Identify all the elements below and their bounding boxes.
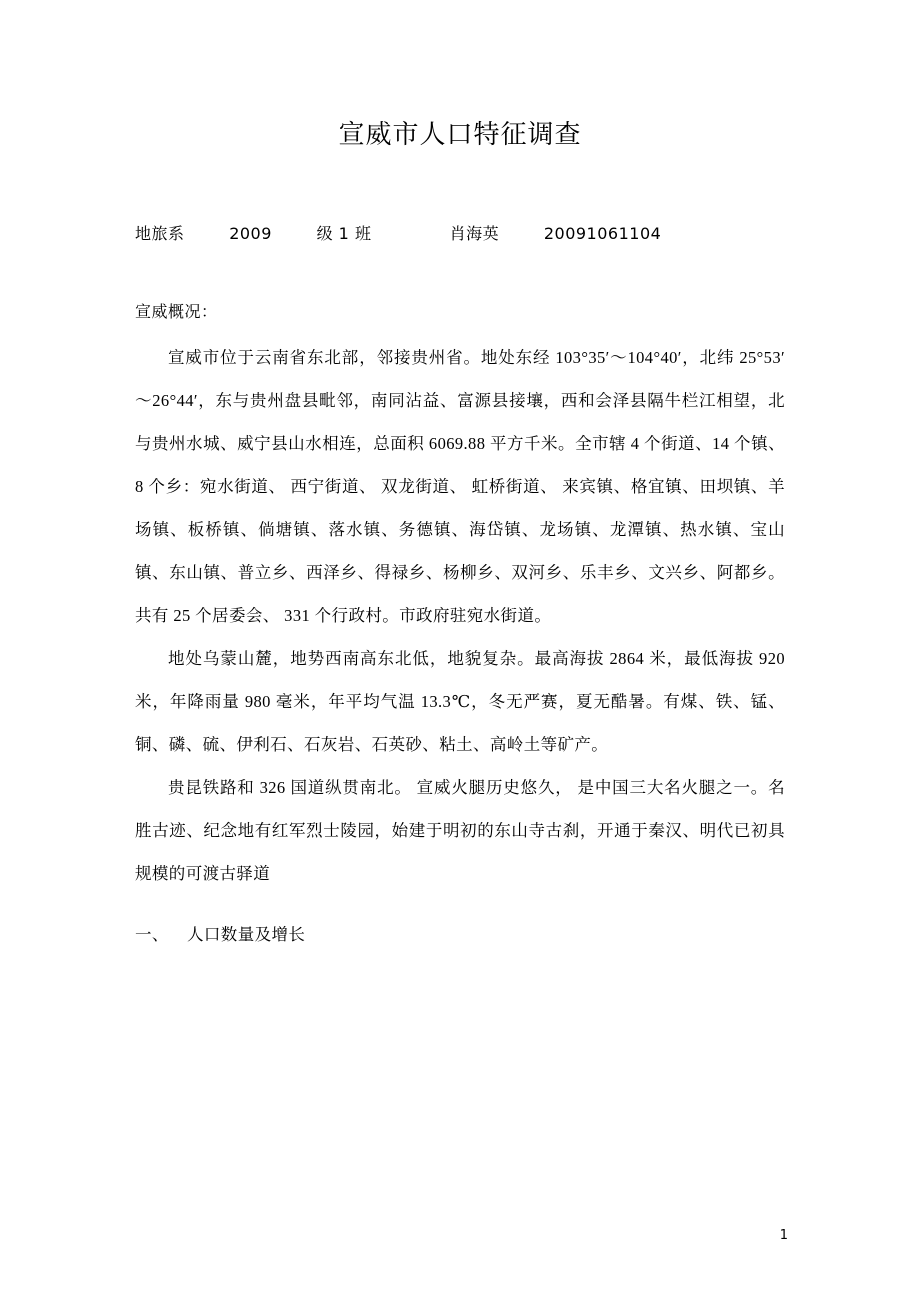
document-body xyxy=(135,0,785,956)
paragraph-overview-geography: 地处乌蒙山麓，地势西南高东北低，地貌复杂。最高海拔 2864 米，最低海拔 920 米，年降雨量 980 毫米，年平均气温 13.3℃，冬无严赛，夏无酷暑。有煤、铁、锰、铜、磷、硫、伊利石、石灰岩、石英砂、粘土、高岭土等矿产。 xyxy=(135,649,785,755)
page-title: 宣威市人口特征调查 xyxy=(338,120,582,150)
section-number: 一、 xyxy=(135,925,169,945)
paragraph-overview-transport: 贵昆铁路和 326 国道纵贯南北。 宣威火腿历史悠久， 是中国三大名火腿之一。名胜古迹、纪念地有红军烈士陵园，始建于明初的东山寺古刹，开通于秦汉、明代已初具规模的可渡古驿道 xyxy=(135,778,785,884)
byline: 地旅系 2009 级 1 班 肖海英 20091061104 xyxy=(135,224,662,244)
section-heading-population xyxy=(135,913,785,956)
overview-heading: 宣威概况： xyxy=(135,302,218,322)
section-title: 人口数量及增长 xyxy=(187,925,306,945)
paragraph-overview-location: 宣威市位于云南省东北部，邻接贵州省。地处东经 103°35′～104°40′，北纬 25°53′～26°44′，东与贵州盘县毗邻，南同沾益、富源县接壤，西和会泽县隔牛栏江相望，北与贵州水城、威宁县山水相连，总面积 6069.88 平方千米。全市辖 4 个街道、14 个镇、8 个乡：宛水街道、 西宁街道、 双龙街道、 虹桥街道、 来宾镇、格宜镇、田坝镇、羊场镇、板桥镇、倘塘镇、落水镇、务德镇、海岱镇、龙场镇、龙潭镇、热水镇、宝山镇、东山镇、普立乡、西泽乡、得禄乡、杨柳乡、双河乡、乐丰乡、文兴乡、阿都乡。共有 25 个居委会、 331 个行政村。市政府驻宛水街道。 xyxy=(135,348,785,626)
page-number: 1 xyxy=(779,1228,788,1243)
